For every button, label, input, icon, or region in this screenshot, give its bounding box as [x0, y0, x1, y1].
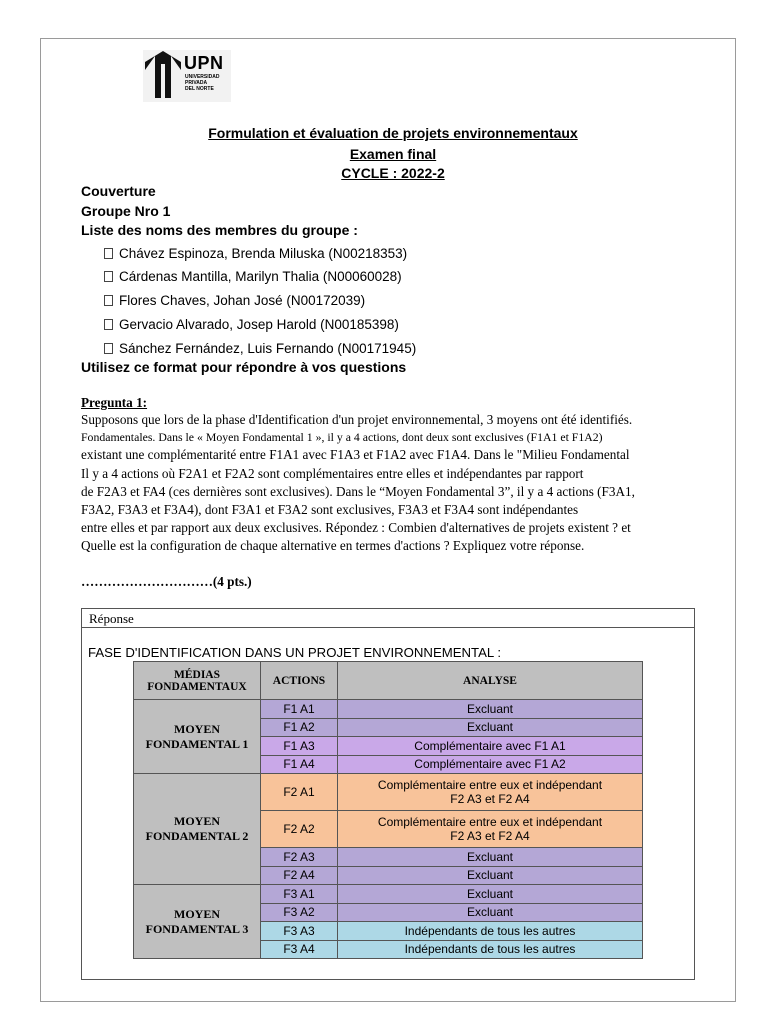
analysis-cell: Complémentaire avec F1 A2	[338, 755, 643, 774]
action-cell: F2 A4	[261, 866, 338, 885]
fundamental-means-cell: MOYEN FONDAMENTAL 3	[134, 885, 261, 959]
exam-title: Examen final	[349, 146, 437, 162]
question-line: F3A2, F3A3 et F3A4), dont F3A1 et F3A2 sont exclusives, F3A3 et F3A4 sont indépendantes	[81, 502, 579, 517]
table-row	[134, 700, 643, 719]
table-row	[134, 885, 643, 904]
col-header-medias: MÉDIAS FONDAMENTAUX	[134, 662, 261, 700]
question-points: …………………………(4 pts.)	[81, 574, 252, 589]
analysis-cell: Complémentaire entre eux et indépendant F2 A3 et F2 A4	[338, 811, 643, 848]
member-item	[104, 317, 399, 332]
members-label: Liste des noms des membres du groupe :	[81, 222, 358, 238]
member-name: Chávez Espinoza, Brenda Miluska (N00218353)	[119, 246, 408, 261]
col-header-analyse: ANALYSE	[338, 662, 643, 700]
upn-arrow-icon	[143, 50, 183, 102]
group-label: Groupe Nro 1	[81, 203, 171, 219]
member-item	[104, 246, 407, 261]
member-item	[104, 341, 416, 356]
logo-sub-line: DEL NORTE	[185, 86, 214, 92]
logo-subtext	[185, 74, 219, 92]
action-cell: F1 A1	[261, 700, 338, 719]
question-line: Fondamentales. Dans le « Moyen Fondamental 1 », il y a 4 actions, dont deux sont exclusives (F1A1 et F1A2)	[81, 430, 603, 444]
action-cell: F2 A3	[261, 848, 338, 867]
question-line: entre elles et par rapport aux deux exclusives. Répondez : Combien d'alternatives de projets existent ? et	[81, 520, 631, 535]
question-line: Supposons que lors de la phase d'Identification d'un projet environnemental, 3 moyens ont été identifiés.	[81, 412, 633, 427]
response-label: Réponse	[82, 609, 694, 628]
col-header-actions: ACTIONS	[261, 662, 338, 700]
action-cell: F1 A3	[261, 737, 338, 756]
question-line: existant une complémentarité entre F1A1 avec F1A3 et F1A2 avec F1A4. Dans le "Milieu Fondamental	[81, 447, 630, 462]
analysis-cell: Excluant	[338, 885, 643, 904]
cover-label: Couverture	[81, 183, 156, 199]
table-header-row	[134, 662, 643, 700]
action-cell: F3 A4	[261, 940, 338, 959]
action-cell: F3 A1	[261, 885, 338, 904]
upn-logo	[143, 50, 231, 102]
question-label: Pregunta 1:	[81, 395, 148, 410]
action-cell: F1 A4	[261, 755, 338, 774]
fundamental-means-cell: MOYEN FONDAMENTAL 2	[134, 774, 261, 885]
member-name: Gervacio Alvarado, Josep Harold (N00185398)	[119, 317, 399, 332]
action-cell: F2 A2	[261, 811, 338, 848]
member-item	[104, 293, 365, 308]
course-title: Formulation et évaluation de projets environnementaux	[208, 125, 578, 141]
action-cell: F2 A1	[261, 774, 338, 811]
member-name: Flores Chaves, Johan José (N00172039)	[119, 293, 366, 308]
analysis-cell: Excluant	[338, 718, 643, 737]
analysis-cell: Excluant	[338, 866, 643, 885]
member-item	[104, 269, 402, 284]
question-line: de F2A3 et FA4 (ces dernières sont exclusives). Dans le “Moyen Fondamental 3”, il y a 4 actions (F3A1,	[81, 484, 635, 499]
analysis-cell: Complémentaire avec F1 A1	[338, 737, 643, 756]
action-cell: F3 A2	[261, 903, 338, 922]
table-row	[134, 774, 643, 811]
cycle-title: CYCLE : 2022-2	[341, 165, 445, 181]
analysis-cell: Indépendants de tous les autres	[338, 940, 643, 959]
question-line: Quelle est la configuration de chaque alternative en termes d'actions ? Expliquez votre réponse.	[81, 538, 585, 553]
logo-sub-line: UNIVERSIDAD	[185, 74, 220, 80]
checkbox-glyph-icon	[104, 295, 113, 306]
logo-wordmark: UPN	[184, 53, 224, 73]
analysis-cell: Excluant	[338, 848, 643, 867]
member-name: Cárdenas Mantilla, Marilyn Thalia (N00060028)	[119, 269, 402, 284]
fase-title: FASE D'IDENTIFICATION DANS UN PROJET ENVIRONNEMENTAL :	[88, 645, 502, 660]
checkbox-glyph-icon	[104, 343, 113, 354]
instruction-text: Utilisez ce format pour répondre à vos questions	[81, 359, 407, 375]
action-cell: F1 A2	[261, 718, 338, 737]
question-line: Il y a 4 actions où F2A1 et F2A2 sont complémentaires entre elles et indépendantes par rapport	[81, 466, 584, 481]
checkbox-glyph-icon	[104, 248, 113, 259]
analysis-cell: Indépendants de tous les autres	[338, 922, 643, 941]
checkbox-glyph-icon	[104, 271, 113, 282]
logo-sub-line: PRIVADA	[185, 80, 208, 86]
actions-table	[133, 661, 643, 959]
analysis-cell: Excluant	[338, 700, 643, 719]
table-body	[134, 700, 643, 959]
checkbox-glyph-icon	[104, 319, 113, 330]
analysis-cell: Excluant	[338, 903, 643, 922]
member-name: Sánchez Fernández, Luis Fernando (N00171945)	[119, 341, 417, 356]
fundamental-means-cell: MOYEN FONDAMENTAL 1	[134, 700, 261, 774]
analysis-cell: Complémentaire entre eux et indépendant F2 A3 et F2 A4	[338, 774, 643, 811]
action-cell: F3 A3	[261, 922, 338, 941]
